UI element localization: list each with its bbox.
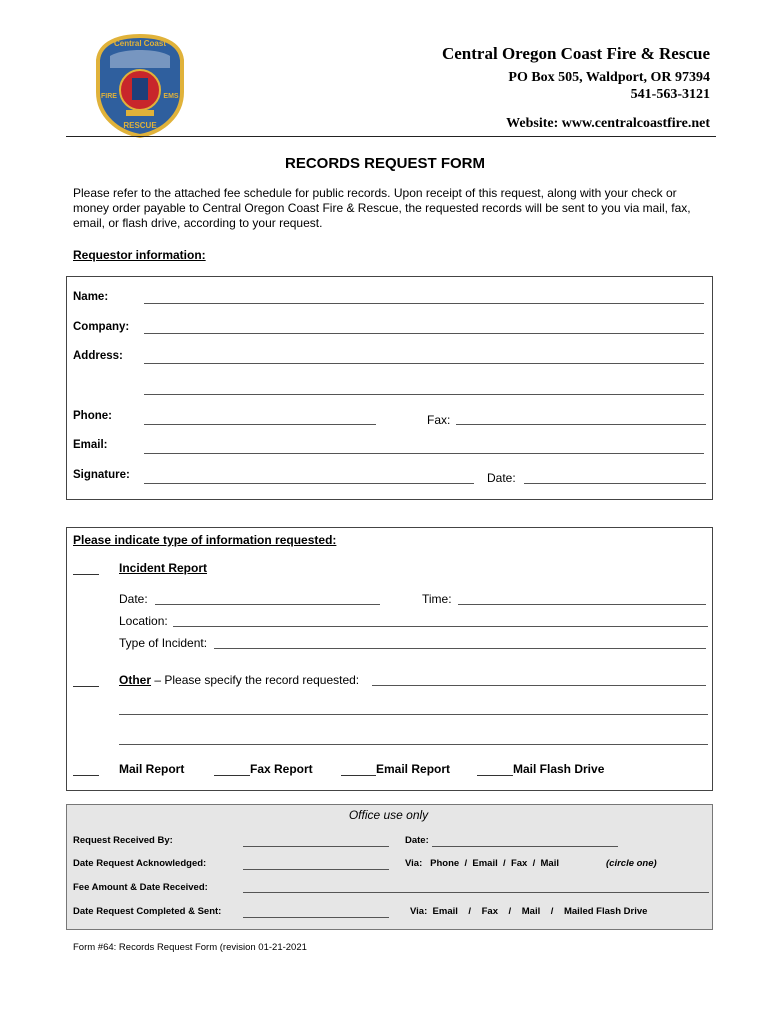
circle-one-note: (circle one): [606, 858, 657, 869]
intro-paragraph: Please refer to the attached fee schedule for public records. Upon receipt of this request, along with your check or money order payable to Central Oregon Coast Fire & Rescue, the requested records will be sent to you via mail, fax, email, or flash drive, according to your request.: [73, 186, 691, 230]
acknowledged-field[interactable]: [243, 869, 389, 870]
incident-type-field[interactable]: [214, 648, 706, 649]
organization-logo: [96, 34, 184, 138]
delivery-via-options: Via: Email / Fax / Mail / Mailed Flash Drive: [410, 906, 648, 917]
phone-label: Phone:: [73, 410, 112, 422]
signature-date-field[interactable]: [524, 483, 706, 484]
received-by-field[interactable]: [243, 846, 389, 847]
acknowledged-label: Date Request Acknowledged:: [73, 858, 207, 869]
incident-location-field[interactable]: [173, 626, 708, 627]
name-label: Name:: [73, 291, 109, 303]
phone-field[interactable]: [144, 424, 376, 425]
email-label: Email:: [73, 439, 108, 451]
fee-amount-label: Fee Amount & Date Received:: [73, 882, 208, 893]
logo-text-left: FIRE: [101, 93, 117, 100]
incident-type-label: Type of Incident:: [119, 636, 208, 650]
other-row: [119, 673, 359, 687]
signature-date-label: Date:: [487, 471, 516, 485]
mail-report-checkbox[interactable]: [73, 775, 99, 776]
incident-date-field[interactable]: [155, 604, 380, 605]
incident-report-label: Incident Report: [119, 561, 208, 575]
incident-report-checkbox[interactable]: [73, 574, 99, 575]
address-label: Address:: [73, 350, 123, 362]
incident-location-label: Location:: [119, 614, 168, 628]
organization-website: Website: www.centralcoastfire.net: [506, 116, 710, 131]
fax-field[interactable]: [456, 424, 706, 425]
requestor-section: [66, 276, 713, 500]
header-divider: [66, 136, 716, 137]
signature-field[interactable]: [144, 483, 474, 484]
fee-amount-field[interactable]: [243, 892, 709, 893]
address-field-line1[interactable]: [144, 363, 704, 364]
email-report-checkbox[interactable]: [341, 775, 376, 776]
received-by-label: Request Received By:: [73, 835, 173, 846]
incident-time-label: Time:: [422, 592, 452, 606]
received-date-label: Date:: [405, 835, 429, 846]
logo-text-bottom: RESCUE: [123, 121, 157, 130]
other-instructions: – Please specify the record requested:: [151, 673, 360, 687]
completed-label: Date Request Completed & Sent:: [73, 906, 222, 917]
requestor-heading: Requestor information:: [73, 248, 206, 262]
email-report-label: Email Report: [376, 762, 451, 776]
information-type-heading: Please indicate type of information requested:: [73, 533, 337, 547]
incident-time-field[interactable]: [458, 604, 706, 605]
other-label: Other: [119, 673, 152, 687]
fax-report-label: Fax Report: [250, 762, 313, 776]
flash-drive-checkbox[interactable]: [477, 775, 513, 776]
office-use-title: Office use only: [348, 808, 429, 822]
signature-label: Signature:: [73, 469, 130, 481]
other-field-line3[interactable]: [119, 744, 708, 745]
received-date-field[interactable]: [432, 846, 618, 847]
name-field[interactable]: [144, 303, 704, 304]
other-field-line1[interactable]: [372, 685, 706, 686]
organization-phone: 541-563-3121: [630, 87, 710, 102]
logo-text-top: Central Coast: [113, 39, 167, 48]
form-footer: Form #64: Records Request Form (revision 01-21-2021: [73, 942, 307, 953]
organization-address: PO Box 505, Waldport, OR 97394: [508, 70, 710, 85]
company-label: Company:: [73, 321, 130, 333]
email-field[interactable]: [144, 453, 704, 454]
form-title: RECORDS REQUEST FORM: [284, 155, 485, 172]
other-field-line2[interactable]: [119, 714, 708, 715]
fax-label: Fax:: [427, 413, 451, 427]
flash-drive-label: Mail Flash Drive: [513, 762, 605, 776]
completed-field[interactable]: [243, 917, 389, 918]
fax-report-checkbox[interactable]: [214, 775, 250, 776]
incident-date-label: Date:: [119, 592, 148, 606]
organization-name: Central Oregon Coast Fire & Rescue: [441, 44, 710, 63]
logo-text-right: EMS: [163, 93, 179, 100]
address-field-line2[interactable]: [144, 394, 704, 395]
mail-report-label: Mail Report: [119, 762, 185, 776]
acknowledged-via-options: Via: Phone / Email / Fax / Mail: [405, 858, 559, 869]
other-checkbox[interactable]: [73, 686, 99, 687]
company-field[interactable]: [144, 333, 704, 334]
